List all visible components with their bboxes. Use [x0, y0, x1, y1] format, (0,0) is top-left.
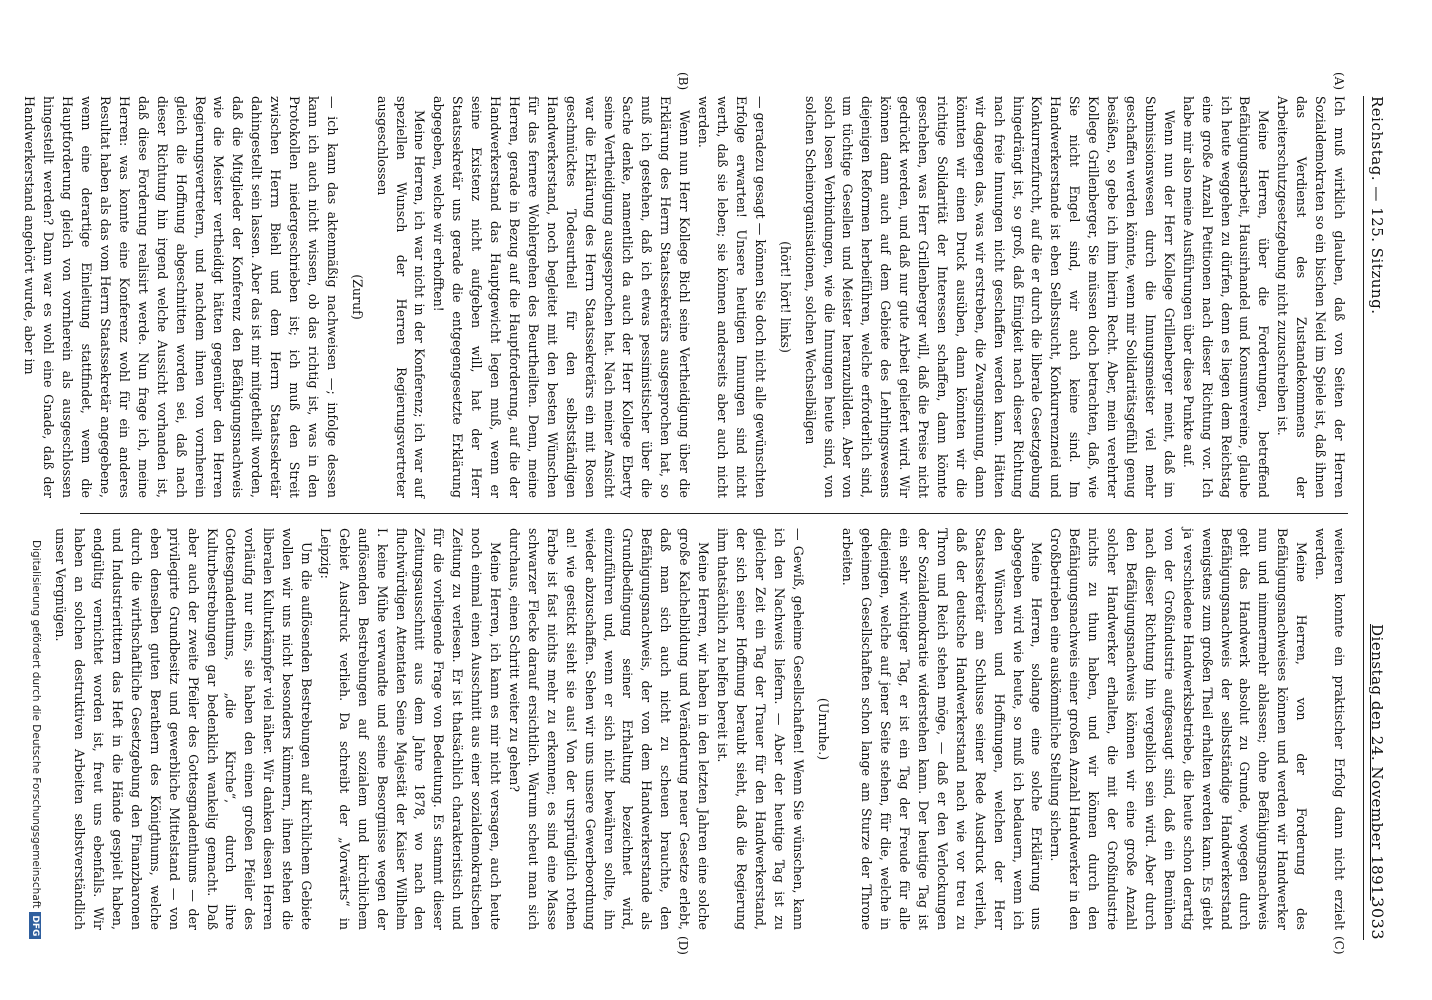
margin-letter-c: (C)	[1332, 936, 1346, 955]
paragraph: Ich muß wirklich glauben, daß von Seiten der Herren Sozialdemokraten so ein bischen Neid im Spiele ist, daß ihnen das Verdienst des Zustandekommens der Arbeiterschutzgesetzgebung nicht zuzuschreiben ist.	[1275, 96, 1347, 498]
header-session: Reichstag. — 125. Sitzung.	[1368, 96, 1386, 315]
dfg-logo: DFG	[29, 912, 41, 939]
paragraph: Wenn nun Herr Kollege Bichl seine Vertheidigung über die Erklärung des Herrn Staatssekretärs ausgesprochen hat, so muß ich gestehen, daß ich etwas pessimistischer über die Sache denke, namentlich da auch der Herr Kollege Eberty seine Vertheidigung ausgesprochen hat. Nach meiner Ansicht war die Erklärung des Herrn Staatssekretärs ein mit Rosen geschmücktes Todesurtheil für den selbstständigen Handwerkerstand, noch begleitet mit den besten Wünschen für das fernere Wohlergehen des Beurtheilten. Denn, meine Herren, gerade in Bezug auf die Hauptforderung, auf die der Handwerkerstand das Hauptgewicht legen muß, wenn er seine Existenz nicht aufgeben will, hat der Herr Staatssekretär uns gerade die entgegengesetzte Erklärung abgegeben, welche wir erhofften!	[431, 96, 693, 498]
paragraph: Meine Herren, wir haben in den letzten Jahren eine solche große Kalchelbildung und Veränderung neuer Gesetze erlebt, daß man sich auch nicht zu scheuen brauchte, den Befähigungsnachweis, der von dem Handwerkerstande als Grundbedingung seiner Erhaltung bezeichnet wird, einzuführen und, wenn er sich nicht bewähren sollte, ihn wieder abzuschaffen. Sehen wir uns unsere Gewerbeordnung an! wie gestickt sieht sie aus! Von der ursprünglich rothen Farbe ist fast nichts mehr zu erkennen; es sind eine Masse schwarzer Flecke darauf ersichtlich. Warum scheut man sich durchaus, einen Schritt weiter zu gehen?	[507, 528, 712, 930]
paragraph: Meine Herren, über die Forderungen, betreffend Befähigungsarbeit, Hausirhandel und Konsumvereine, glaube ich heute weggehen zu dürfen, denn es liegen dem Reichstag eine große Anzahl Petitionen nach dieser Richtung vor. Ich habe mir also meine Ausführungen über diese Punkte auf.	[1180, 96, 1272, 498]
right-column	[53, 528, 1348, 930]
page-number: 3033	[1368, 897, 1387, 940]
margin-letter-d: (D)	[676, 936, 690, 955]
paragraph: — ich kann das aktenmäßig nachweisen —; infolge dessen kann ich auch nicht wissen, ob das richtig ist, was in den Protokollen niedergeschrieben ist; ich muß den Streit zwischen Herrn Biehl und dem Herrn Staatssekretär dahingestellt sein lassen. Aber das ist mir mitgetheilt worden, daß die Mitglieder der Konferenz den Befähigungsnachweis wie die Meister vertheidigt hätten gegenüber den Herren Regierungsvertretern, und nachdem ihnen von vornherein gleich die Hoffnung abgeschnitten worden sei, daß nach dieser Richtung hin irgend welche Aussicht vorhanden ist, daß diese Forderung realisirt werde. Nun frage ich, meine Herren: was konnte eine Konferenz wohl für ein anderes Resultat haben als das vom Herrn Staatssekretär angegebene, wenn eine derartige Einleitung stattfindet, wenn die Hauptforderung gleich von vornherein als ausgeschlossen hingestellt werden? Dann war es wohl eine Gnade, daß der Handwerkerstand angehört wurde, aber im	[22, 96, 340, 498]
paragraph: weiteren konnte ein praktischer Erfolg dann nicht erzielt werden.	[1313, 528, 1347, 930]
paragraph: Meine Herren, solange eine solche Erklärung uns abgegeben wird wie heute, so muß ich bedauern, wenn ich den Wünschen und Hoffnungen, welchen der Herr Staatssekretär am Schlusse seiner Rede Ausdruck verlieh, daß der deutsche Handwerkerstand nach wie vor treu zu Thron und Reich stehen möge, — daß er den Verlockungen der Sozialdemokratie widerstehen kann. Der heutige Tag ist ein sehr wichtiger Tag, er ist ein Tag der Freude für alle diejenigen, welche auf jener Seite stehen, für die, welche in geheimen Gesellschaften schon lange am Sturze der Throne arbeiten.	[840, 528, 1045, 930]
paragraph: Meine Herren, von der Forderung des Befähigungsnachweises können und werden wir Handwerker nun und nimmermehr ablassen; ohne Befähigungsnachweis geht das Handwerk absolut zu Grunde, wogegen durch Befähigungsnachweis der selbstständige Handwerkerstand wenigstens zum großen Theil erhalten werden kann. Es giebt ja verschiedene Handwerksbetriebe, die heute schon derartig von der Großindustrie aufgesaugt sind, daß ein Bemühen nach dieser Richtung hin vergeblich sein wird. Aber durch den Befähigungsnachweis können wir eine große Anzahl solcher Handwerker erhalten, die mit der Großindustrie nichts zu thun haben, und wir können durch den Befähigungsnachweis einer großen Anzahl Handwerker in den Großbetrieben eine auskömmliche Stellung sichern.	[1048, 528, 1310, 930]
left-column	[22, 96, 1348, 498]
paragraph: — Gewiß, geheime Gesellschaften! Wenn Sie wünschen, kann ich den Nachweis liefern. — Aber der heutige Tag ist zu gleicher Zeit ein Tag der Trauer für den Handwerkerstand, der sich seiner Hoffnung beraubt sieht, daß die Regierung ihm thatsächlich zu helfen bereit ist.	[715, 528, 806, 930]
credit-text: Digitalisierung gefördert durch die Deutsche Forschungsgemeinschaft	[30, 540, 42, 909]
paragraph: Meine Herren, ich war nicht in der Konferenz; ich war auf speziellen Wunsch der Herren Regierungsvertreter ausgeschlossen	[374, 96, 428, 498]
paragraph-quote: Um die auflösenden Bestrebungen auf kirchlichem Gebiete wollen wir uns nicht besonders kümmern, ihnen stehen die liberalen Kulturkämpfer viel näher. Wir danken diesen Herren vorläufig nur eins, sie haben den einen großen Pfeiler des Gottesgnadenthums, „die Kirche“, durch ihre Kulturbestrebungen gar bedenklich wankelig gemacht. Daß aber auch der zweite Pfeiler des Gottesgnadenthums — der privilegirte Grundbesitz und gewerbliche Mittelstand — von eben denselben guten Berathern des Königthums, welche durch die wirthschaftliche Gesetzgebung den Finanzbaronen und Industrieritttern das Heft in die Hände gespielt haben, endgültig vernichtet worden ist, freut uns ebenfalls. Wir haben an solchen destruktiven Arbeiten selbstverständlich unser Vergnügen.	[53, 528, 315, 930]
digitization-credit	[29, 540, 42, 939]
paragraph: — geradezu gesagt — können Sie doch nicht alle gewünschten Erfolge erwarten! Unsere heutigen Innungen sind nicht werth, daß sie leben; sie können anderseits aber auch nicht werden.	[696, 96, 768, 498]
paragraph: Meine Herren, ich kann es mir nicht versagen, auch heute noch einmal einen Ausschnitt aus einer sozialdemokratischen Zeitung zu verlesen. Er ist thatsächlich charakteristisch und für die vorliegende Frage von Bedeutung. Es stammt dieser Zeitungsausschnitt aus dem Jahre 1878, wo nach den fluchwürdigen Attentaten Seine Majestät der Kaiser Wilhelm I. keine Mühe verwandte und seine Besorgnisse wegen der auflösenden Bestrebungen auf sozialem und kirchlichem Gebiet Ausdruck verlieh. Da schreibt der „Vorwärts“ in Leipzig:	[317, 528, 504, 930]
header-date: Dienstag den 24. November 1891.	[1368, 624, 1386, 901]
interjection: (Zuruf)	[349, 274, 365, 320]
margin-letter-b: (B)	[676, 72, 690, 91]
interjection: (Unruhe.)	[815, 697, 831, 761]
interjection: (hört! hört! links)	[777, 241, 793, 353]
page-header	[1363, 96, 1398, 940]
column-divider	[80, 513, 1348, 514]
paragraph: Wenn nun der Herr Kollege Grillenberger meint, daß im Submissionswesen durch die Innungsmeister viel mehr geschaffen werden könnte, wenn mir Solidaritätsgefühl genug besäßen, so gebe ich ihm hierin Recht. Aber, mein verehrter Kollege Grillenberger, Sie müssen doch betrachten, daß, wie Sie nicht Engel sind, wir auch keine sind. Im Handwerkerstande ist eben Selbstsucht, Konkurrenzneid und Konkurrenzfurcht, auf die er durch die liberale Gesetzgebung hingedrängt ist, so groß, daß Einigkeit nach dieser Richtung nach freie Innungen nicht geschaffen werden kann. Hätten wir dagegen das, was wir erstreben, die Zwangsinnung, dann könnten wir einen Druck ausüben, dann könnten wir die richtige Solidarität der Interessen schaffen, dann könnte geschehen, was Herr Grillenberger will, daß die Preise nicht gedrückt werden, und daß nur gute Arbeit geliefert wird. Wir können dann auch auf dem Gebiete des Lehrlingswesens diejenigen Reformen herbeiführen, welche erforderlich sind, um tüchtige Gesellen und Meister heranzubilden. Aber von solch losen Verbindungen, wie die Innungen heute sind, von solchen Scheinorganisationen, solchen Wechselbälgen	[802, 96, 1177, 498]
margin-letter-a: (A)	[1332, 72, 1346, 91]
